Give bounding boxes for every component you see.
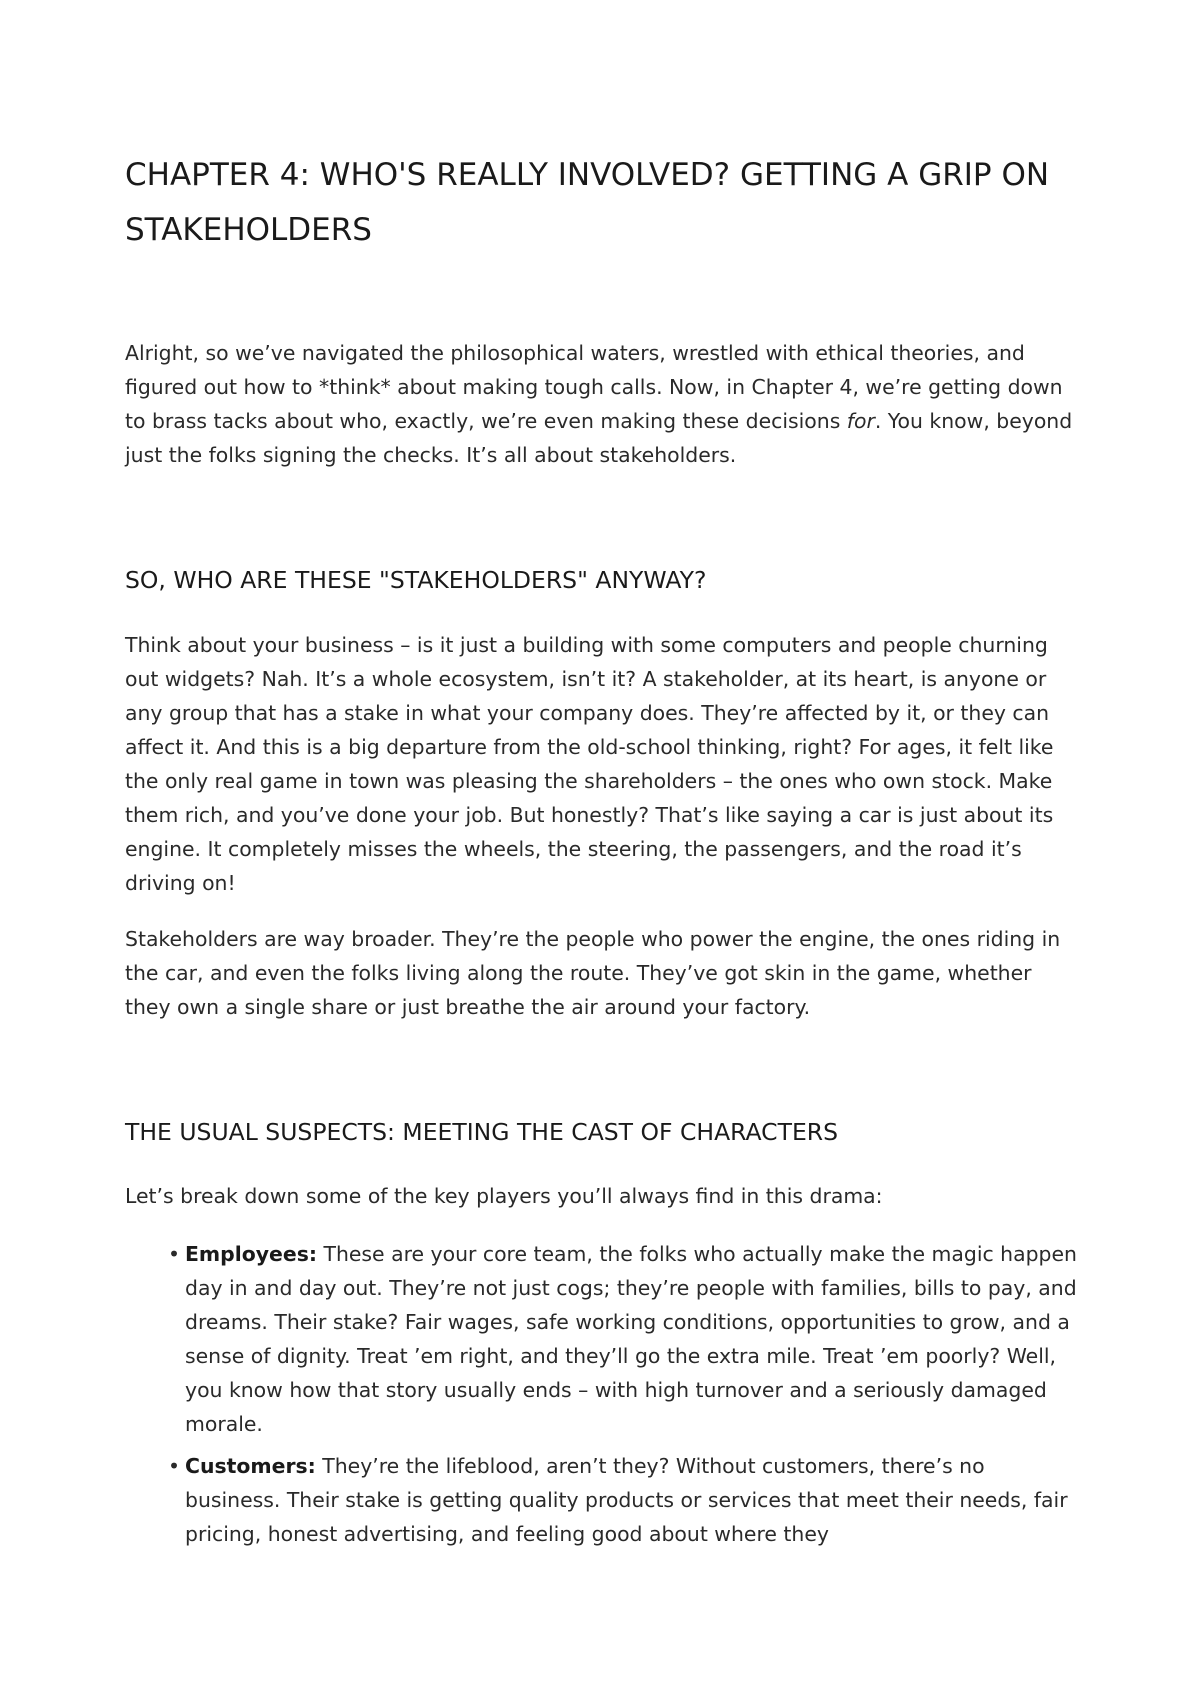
section-heading-stakeholders: SO, WHO ARE THESE "STAKEHOLDERS" ANYWAY? xyxy=(125,566,707,594)
section-heading-usual-suspects: THE USUAL SUSPECTS: MEETING THE CAST OF CHARACTERS xyxy=(125,1118,839,1146)
list-item-text: They’re the lifeblood, aren’t they? Without customers, there’s no business. Their stake is getting quality products or services that meet their needs, fair pricing, honest advertising, and feeling good about where they xyxy=(185,1454,1068,1546)
document-page xyxy=(125,0,1080,1696)
chapter-title: CHAPTER 4: WHO'S REALLY INVOLVED? GETTING A GRIP ON STAKEHOLDERS xyxy=(125,157,1050,248)
list-item-employees xyxy=(168,1237,1083,1441)
intro-paragraph xyxy=(125,336,1080,472)
intro-emphasis: for xyxy=(846,409,875,433)
list-item-text: These are your core team, the folks who actually make the magic happen day in and day out. They’re not just cogs; they’re people with families, bills to pay, and dreams. Their stake? Fair wages, safe working conditions, opportunities to grow, and a sense of dignity. Treat ’em right, and they’ll go the extra mile. Treat ’em poorly? Well, you know how that story usually ends – with high turnover and a seriously damaged morale. xyxy=(185,1242,1077,1436)
stakeholder-list xyxy=(168,1237,1083,1559)
paragraph-stakeholder-definition: Think about your business – is it just a building with some computers and people churning out widgets? Nah. It’s a whole ecosystem, isn’t it? A stakeholder, at its heart, is anyone or any group that has a stake in what your company does. They’re affected by it, or they can affect it. And this is a big departure from the old-school thinking, right? For ages, it felt like the only real game in town was pleasing the shareholders – the ones who own stock. Make them rich, and you’ve done your job. But honestly? That’s like saying a car is just about its engine. It completely misses the wheels, the steering, the passengers, and the road it’s driving on! xyxy=(125,633,1054,895)
paragraph-stakeholders-broader: Stakeholders are way broader. They’re the people who power the engine, the ones riding in the car, and even the folks living along the route. They’ve got skin in the game, whether they own a single share or just breathe the air around your factory. xyxy=(125,927,1061,1019)
paragraph-key-players-intro: Let’s break down some of the key players you’ll always find in this drama: xyxy=(125,1184,883,1208)
intro-text-start: Alright, so we’ve navigated the philosophical waters, wrestled with ethical theories, and figured out how to *think* about making tough calls. Now, in Chapter 4, we’re getting down to brass tacks about who, exactly, we’re even making these decisions xyxy=(125,341,1063,433)
list-item-label: Customers: xyxy=(185,1454,316,1478)
list-item-label: Employees: xyxy=(185,1242,318,1266)
list-item-customers xyxy=(168,1449,1083,1551)
bullet-icon: • xyxy=(168,1454,181,1478)
intro-text-end: . You know, beyond just the folks signing the checks. It’s all about stakeholders. xyxy=(125,409,1073,467)
bullet-icon: • xyxy=(168,1242,181,1266)
